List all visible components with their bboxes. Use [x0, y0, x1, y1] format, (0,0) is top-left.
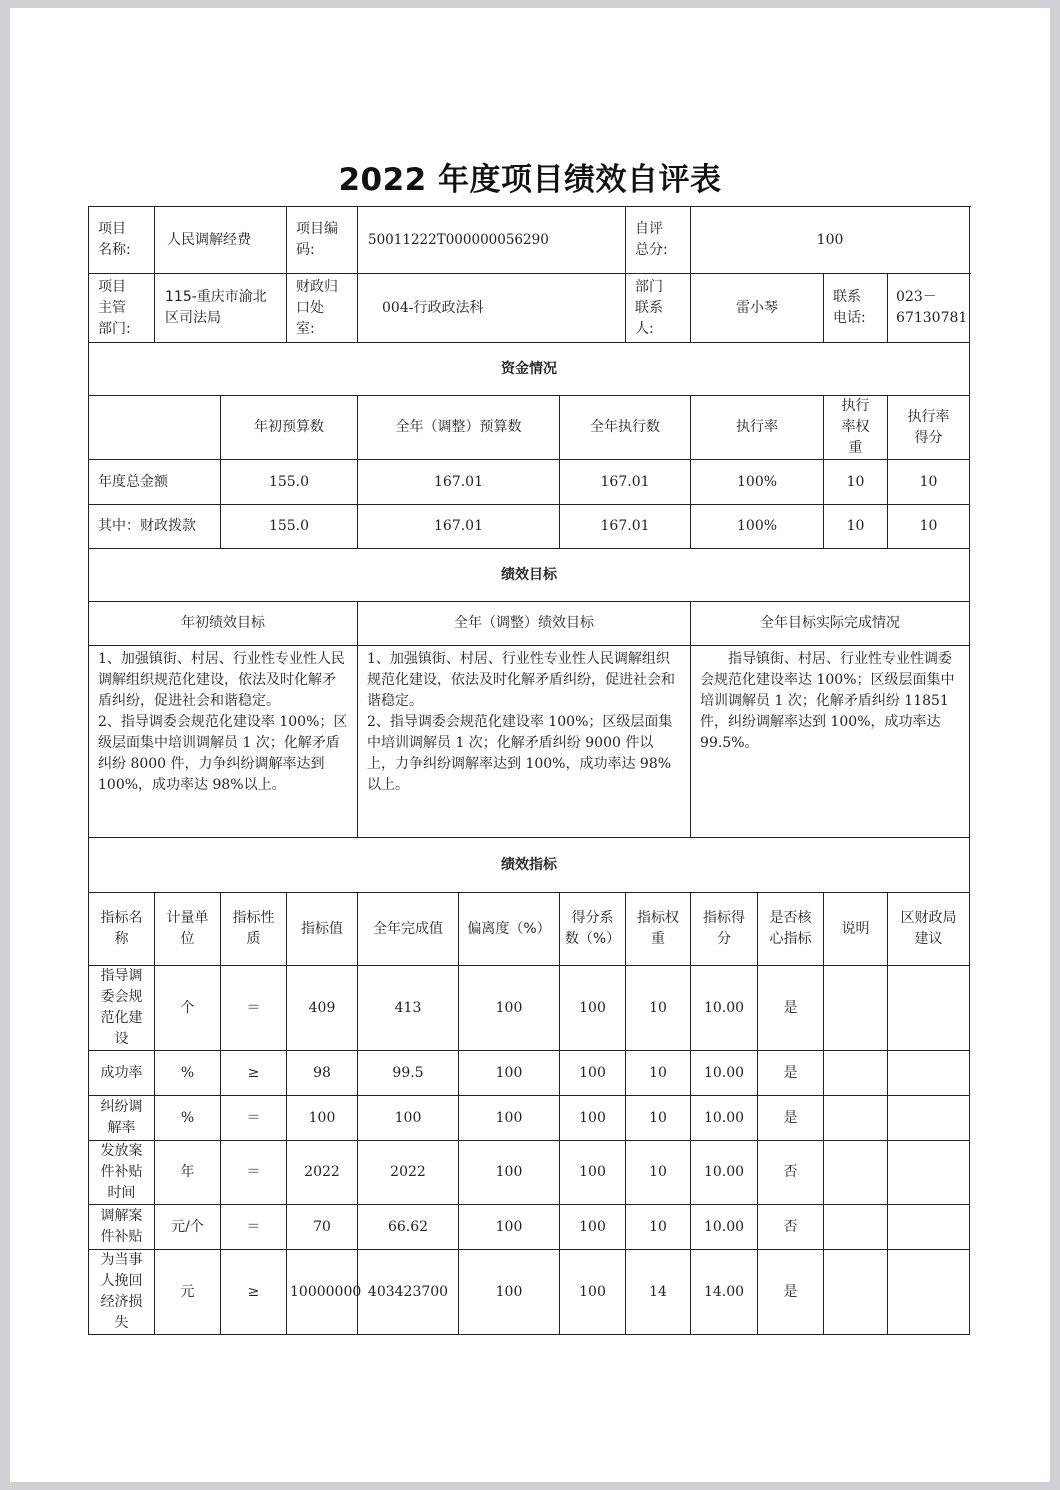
indicator-target-value: 98	[287, 1051, 358, 1096]
goals-content-row	[89, 646, 970, 838]
indicator-deviation: 100	[459, 1096, 560, 1141]
indicator-core-flag: 否	[758, 1205, 824, 1250]
indicator-coefficient: 100	[560, 1096, 626, 1141]
indicator-score: 10.00	[691, 1051, 758, 1096]
goals-section-row	[89, 549, 970, 602]
indicator-coefficient: 100	[560, 1141, 626, 1205]
document-page	[10, 8, 1050, 1482]
indicator-indicator-name: 成功率	[89, 1051, 155, 1096]
indicators-section-title: 绩效指标	[89, 838, 970, 893]
funds-adjusted: 167.01	[358, 505, 560, 549]
funds-row-label: 其中：财政拨款	[89, 505, 221, 549]
indicator-nature: ＝	[221, 966, 287, 1051]
indicator-unit: 元/个	[155, 1205, 221, 1250]
indicator-coefficient: 100	[560, 1051, 626, 1096]
indicator-indicator-name: 调解案 件补贴	[89, 1205, 155, 1250]
indicator-nature: ≥	[221, 1051, 287, 1096]
indicator-indicator-name: 为当事 人挽回 经济损 失	[89, 1250, 155, 1335]
dept-label: 项目 主管 部门:	[89, 274, 155, 343]
goals-initial-item: 2、指导调委会规范化建设率 100%；区级层面集中培训调解员 1 次；化解矛盾纠纷 8000 件，力争纠纷调解率达到 100%，成功率达 98%以上。	[98, 714, 348, 793]
indicator-core-flag: 是	[758, 966, 824, 1051]
indicator-coefficient: 100	[560, 1205, 626, 1250]
indicator-deviation: 100	[459, 1141, 560, 1205]
indicator-actual-value: 413	[358, 966, 459, 1051]
funds-adjusted: 167.01	[358, 460, 560, 505]
indicator-score: 14.00	[691, 1250, 758, 1335]
funds-weight: 10	[824, 460, 888, 505]
indicator-weight: 10	[626, 1205, 691, 1250]
funds-row	[89, 505, 970, 549]
indicator-target-value: 10000000	[287, 1250, 358, 1335]
funds-row	[89, 460, 970, 505]
indicator-indicator-name: 指导调 委会规 范化建 设	[89, 966, 155, 1051]
indicator-core-flag: 否	[758, 1141, 824, 1205]
funds-header-weight: 执行 率权 重	[824, 396, 888, 460]
finance: 004-行政政法科	[358, 274, 626, 343]
indicator-unit: 个	[155, 966, 221, 1051]
indicator-actual-value: 2022	[358, 1141, 459, 1205]
indicator-finance-suggestion	[888, 1096, 970, 1141]
indicator-row	[89, 1205, 970, 1250]
indicators-header-nature: 指标性 质	[221, 893, 287, 966]
indicator-remark	[824, 1205, 888, 1250]
indicator-weight: 10	[626, 1051, 691, 1096]
indicator-row	[89, 966, 970, 1051]
indicators-header-core-flag: 是否核 心指标	[758, 893, 824, 966]
indicator-remark	[824, 966, 888, 1051]
contact: 雷小琴	[691, 274, 824, 343]
indicator-indicator-name: 纠纷调 解率	[89, 1096, 155, 1141]
indicator-weight: 10	[626, 1141, 691, 1205]
indicators-header-finance-suggestion: 区财政局 建议	[888, 893, 970, 966]
goals-header-row	[89, 602, 970, 646]
basic-row-1	[89, 207, 970, 274]
indicators-header-coefficient: 得分系 数（%）	[560, 893, 626, 966]
funds-initial: 155.0	[221, 505, 358, 549]
funds-score: 10	[888, 460, 970, 505]
indicator-unit: %	[155, 1096, 221, 1141]
indicator-deviation: 100	[459, 1051, 560, 1096]
indicators-header-remark: 说明	[824, 893, 888, 966]
funds-header-blank	[89, 396, 221, 460]
indicator-remark	[824, 1141, 888, 1205]
funds-section-title: 资金情况	[89, 343, 970, 396]
indicators-header-indicator-name: 指标名 称	[89, 893, 155, 966]
indicator-weight: 10	[626, 966, 691, 1051]
evaluation-table	[88, 206, 970, 1335]
indicator-unit: 年	[155, 1141, 221, 1205]
funds-header-executed: 全年执行数	[560, 396, 691, 460]
indicator-remark	[824, 1250, 888, 1335]
indicator-core-flag: 是	[758, 1250, 824, 1335]
indicator-unit: 元	[155, 1250, 221, 1335]
goals-actual	[691, 646, 970, 838]
indicator-actual-value: 66.62	[358, 1205, 459, 1250]
indicator-target-value: 2022	[287, 1141, 358, 1205]
indicator-actual-value: 403423700	[358, 1250, 459, 1335]
funds-executed: 167.01	[560, 460, 691, 505]
phone-label: 联系 电话:	[824, 274, 888, 343]
indicators-header-deviation: 偏离度（%）	[459, 893, 560, 966]
funds-header-rate: 执行率	[691, 396, 824, 460]
funds-score: 10	[888, 505, 970, 549]
indicator-nature: ＝	[221, 1141, 287, 1205]
indicator-target-value: 70	[287, 1205, 358, 1250]
indicator-finance-suggestion	[888, 966, 970, 1051]
goals-header-actual: 全年目标实际完成情况	[691, 602, 970, 646]
indicator-weight: 10	[626, 1096, 691, 1141]
indicator-nature: ≥	[221, 1250, 287, 1335]
indicators-header-actual-value: 全年完成值	[358, 893, 459, 966]
indicator-coefficient: 100	[560, 1250, 626, 1335]
indicator-weight: 14	[626, 1250, 691, 1335]
indicators-header-target-value: 指标值	[287, 893, 358, 966]
indicators-body	[89, 966, 970, 1335]
indicator-deviation: 100	[459, 1250, 560, 1335]
funds-weight: 10	[824, 505, 888, 549]
self-score-label: 自评 总分:	[626, 207, 691, 274]
indicator-finance-suggestion	[888, 1250, 970, 1335]
funds-header-initial: 年初预算数	[221, 396, 358, 460]
indicator-nature: ＝	[221, 1096, 287, 1141]
funds-header-adjusted: 全年（调整）预算数	[358, 396, 560, 460]
indicator-remark	[824, 1096, 888, 1141]
goals-initial-item: 1、加强镇街、村居、行业性专业性人民调解组织规范化建设，依法及时化解矛盾纠纷，促进社会和谐稳定。	[98, 651, 345, 709]
project-name: 人民调解经费	[155, 207, 287, 274]
funds-header-row	[89, 396, 970, 460]
indicator-nature: ＝	[221, 1205, 287, 1250]
goals-initial	[89, 646, 358, 838]
goals-adjusted	[358, 646, 691, 838]
funds-executed: 167.01	[560, 505, 691, 549]
page-title: 2022 年度项目绩效自评表	[338, 162, 722, 198]
indicator-score: 10.00	[691, 1096, 758, 1141]
indicator-core-flag: 是	[758, 1051, 824, 1096]
self-score: 100	[691, 207, 970, 274]
indicator-row	[89, 1051, 970, 1096]
indicator-finance-suggestion	[888, 1051, 970, 1096]
indicators-header-row	[89, 893, 970, 966]
funds-header-score: 执行率 得分	[888, 396, 970, 460]
indicator-actual-value: 100	[358, 1096, 459, 1141]
indicator-coefficient: 100	[560, 966, 626, 1051]
indicator-core-flag: 是	[758, 1096, 824, 1141]
basic-row-2	[89, 274, 970, 343]
goals-adjusted-item: 2、指导调委会规范化建设率 100%；区级层面集中培训调解员 1 次；化解矛盾纠纷 9000 件以上，力争纠纷调解率达到 100%，成功率达 98%以上。	[367, 714, 673, 793]
indicators-header-score: 指标得 分	[691, 893, 758, 966]
funds-rate: 100%	[691, 460, 824, 505]
funds-rate: 100%	[691, 505, 824, 549]
project-code: 50011222T000000056290	[358, 207, 626, 274]
goals-header-adjusted: 全年（调整）绩效目标	[358, 602, 691, 646]
indicator-score: 10.00	[691, 1141, 758, 1205]
indicator-target-value: 100	[287, 1096, 358, 1141]
indicator-finance-suggestion	[888, 1205, 970, 1250]
funds-section-row	[89, 343, 970, 396]
indicators-section-row	[89, 838, 970, 893]
phone: 023－67130781	[888, 274, 970, 343]
indicator-row	[89, 1141, 970, 1205]
funds-row-label: 年度总金额	[89, 460, 221, 505]
indicator-deviation: 100	[459, 1205, 560, 1250]
goals-actual-text: 指导镇街、村居、行业性专业性调委会规范化建设率达 100%；区级层面集中培训调解员 1 次；化解矛盾纠纷 11851 件，纠纷调解率达到 100%，成功率达 99.5%。	[700, 651, 955, 751]
project-code-label: 项目编 码:	[287, 207, 358, 274]
indicator-unit: %	[155, 1051, 221, 1096]
finance-label: 财政归 口处 室:	[287, 274, 358, 343]
indicator-row	[89, 1250, 970, 1335]
indicators-header-unit: 计量单 位	[155, 893, 221, 966]
funds-initial: 155.0	[221, 460, 358, 505]
dept: 115-重庆市渝北 区司法局	[155, 274, 287, 343]
indicator-deviation: 100	[459, 966, 560, 1051]
goals-section-title: 绩效目标	[89, 549, 970, 602]
indicator-indicator-name: 发放案 件补贴 时间	[89, 1141, 155, 1205]
indicator-target-value: 409	[287, 966, 358, 1051]
contact-label: 部门 联系 人:	[626, 274, 691, 343]
goals-adjusted-item: 1、加强镇街、村居、行业性专业性人民调解组织规范化建设，依法及时化解矛盾纠纷，促进社会和谐稳定。	[367, 651, 675, 709]
indicator-score: 10.00	[691, 966, 758, 1051]
indicators-header-weight: 指标权 重	[626, 893, 691, 966]
indicator-row	[89, 1096, 970, 1141]
goals-header-initial: 年初绩效目标	[89, 602, 358, 646]
indicator-actual-value: 99.5	[358, 1051, 459, 1096]
project-name-label: 项目 名称:	[89, 207, 155, 274]
indicator-finance-suggestion	[888, 1141, 970, 1205]
indicator-remark	[824, 1051, 888, 1096]
indicator-score: 10.00	[691, 1205, 758, 1250]
